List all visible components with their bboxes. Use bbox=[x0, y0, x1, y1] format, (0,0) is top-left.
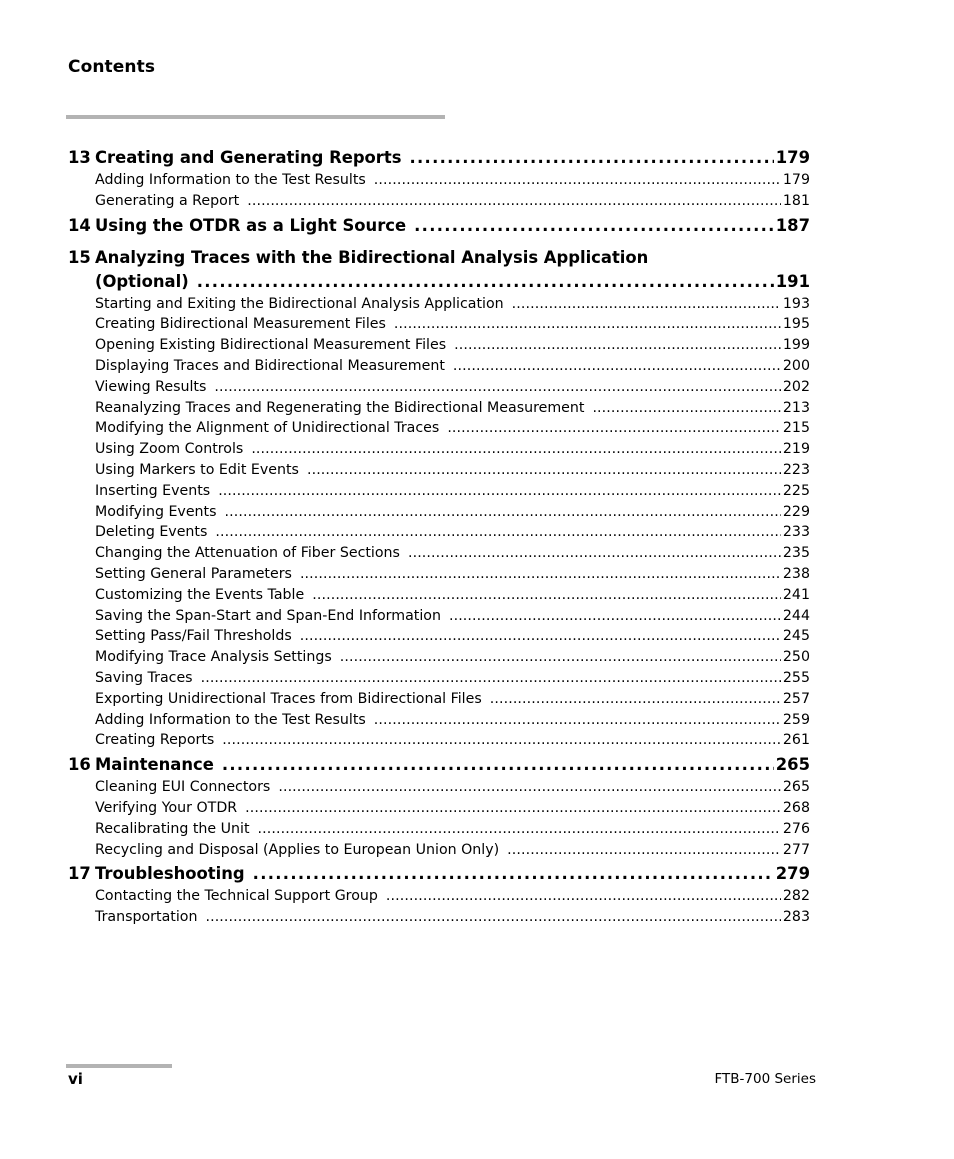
section-page: 200 bbox=[782, 357, 810, 374]
toc-section-entry[interactable] bbox=[68, 710, 810, 731]
section-title: Using Zoom Controls bbox=[95, 441, 244, 458]
toc-section-entry[interactable] bbox=[68, 798, 810, 819]
header-rule bbox=[66, 115, 445, 119]
section-title: Modifying the Alignment of Unidirectional Traces bbox=[95, 420, 440, 437]
chapter-page: 179 bbox=[775, 148, 810, 167]
section-page: 181 bbox=[782, 192, 810, 209]
section-page: 268 bbox=[782, 799, 810, 816]
section-title: Creating Bidirectional Measurement Files bbox=[95, 316, 386, 333]
toc-section-entry[interactable] bbox=[68, 439, 810, 460]
section-page: 245 bbox=[782, 628, 810, 645]
chapter-page: 187 bbox=[775, 215, 810, 235]
dot-leader bbox=[214, 377, 781, 398]
section-page: 233 bbox=[782, 524, 810, 541]
toc-section-entry[interactable] bbox=[68, 335, 810, 356]
toc-chapter-14 bbox=[68, 214, 810, 238]
section-title: Modifying Events bbox=[95, 503, 217, 520]
dot-leader bbox=[300, 626, 781, 647]
toc-section-entry[interactable] bbox=[68, 522, 810, 543]
chapter-number: 14 bbox=[68, 215, 91, 235]
chapter-number: 17 bbox=[68, 864, 91, 884]
section-title: Deleting Events bbox=[95, 524, 208, 541]
toc-section-entry[interactable] bbox=[68, 777, 810, 798]
section-page: 259 bbox=[782, 711, 810, 728]
section-page: 257 bbox=[782, 690, 810, 707]
dot-leader bbox=[449, 606, 781, 627]
section-page: 255 bbox=[782, 669, 810, 686]
dot-leader bbox=[218, 481, 781, 502]
section-page: 213 bbox=[782, 399, 810, 416]
toc-section-entry[interactable] bbox=[68, 460, 810, 481]
dot-leader bbox=[247, 191, 781, 212]
section-page: 276 bbox=[782, 820, 810, 837]
page-header-title: Contents bbox=[68, 57, 156, 77]
toc-chapter-entry[interactable] bbox=[68, 214, 810, 238]
section-title: Viewing Results bbox=[95, 378, 207, 395]
section-title: Adding Information to the Test Results bbox=[95, 172, 366, 188]
toc-chapter-15 bbox=[68, 246, 810, 752]
toc-section-entry[interactable] bbox=[68, 191, 810, 212]
toc-section-entry[interactable] bbox=[68, 606, 810, 627]
section-page: 283 bbox=[782, 909, 810, 926]
dot-leader bbox=[201, 668, 781, 689]
section-title: Using Markers to Edit Events bbox=[95, 461, 299, 478]
dot-leader bbox=[374, 170, 781, 191]
section-page: 265 bbox=[782, 779, 810, 796]
section-page: 277 bbox=[782, 841, 810, 858]
toc-section-entry[interactable] bbox=[68, 730, 810, 751]
toc-section-entry[interactable] bbox=[68, 585, 810, 606]
chapter-title: Using the OTDR as a Light Source bbox=[95, 215, 407, 235]
dot-leader bbox=[215, 522, 781, 543]
toc-section-entry[interactable] bbox=[68, 647, 810, 668]
chapter-number: 16 bbox=[68, 755, 91, 775]
section-page: 282 bbox=[782, 888, 810, 905]
section-title: Inserting Events bbox=[95, 482, 211, 499]
dot-leader bbox=[592, 398, 780, 419]
section-title: Generating a Report bbox=[95, 192, 240, 209]
section-title: Creating Reports bbox=[95, 732, 215, 749]
section-page: 229 bbox=[782, 503, 810, 520]
dot-leader bbox=[222, 730, 781, 751]
footer-rule bbox=[66, 1064, 172, 1068]
section-page: 193 bbox=[782, 295, 810, 312]
toc-section-entry[interactable] bbox=[68, 314, 810, 335]
section-title: Modifying Trace Analysis Settings bbox=[95, 649, 332, 666]
section-title: Contacting the Technical Support Group bbox=[95, 888, 378, 905]
toc-chapter-13 bbox=[68, 146, 810, 212]
dot-leader bbox=[225, 502, 781, 523]
section-page: 261 bbox=[782, 732, 810, 749]
section-title: Displaying Traces and Bidirectional Measurement bbox=[95, 357, 445, 374]
dot-leader bbox=[409, 146, 773, 170]
toc-section-entry[interactable] bbox=[68, 626, 810, 647]
section-title: Exporting Unidirectional Traces from Bidirectional Files bbox=[95, 690, 482, 707]
toc-chapter-entry[interactable] bbox=[68, 862, 810, 886]
dot-leader bbox=[278, 777, 781, 798]
toc-section-entry[interactable] bbox=[68, 502, 810, 523]
dot-leader bbox=[245, 798, 781, 819]
toc-section-entry[interactable] bbox=[68, 840, 810, 861]
section-title: Setting Pass/Fail Thresholds bbox=[95, 628, 292, 645]
toc-section-entry[interactable] bbox=[68, 886, 810, 907]
section-title: Recycling and Disposal (Applies to European Union Only) bbox=[95, 841, 500, 858]
dot-leader bbox=[253, 862, 774, 886]
section-page: 244 bbox=[782, 607, 810, 624]
toc-section-entry[interactable] bbox=[68, 356, 810, 377]
dot-leader bbox=[490, 689, 781, 710]
dot-leader bbox=[453, 356, 781, 377]
dot-leader bbox=[507, 840, 781, 861]
section-page: 219 bbox=[782, 441, 810, 458]
dot-leader bbox=[454, 335, 781, 356]
table-of-contents bbox=[68, 146, 810, 930]
footer-series: FTB-700 Series bbox=[714, 1071, 816, 1087]
section-page: 238 bbox=[782, 565, 810, 582]
chapter-number: 13 bbox=[68, 148, 91, 167]
chapter-page: 265 bbox=[775, 755, 810, 775]
chapter-title-line-2: (Optional) bbox=[95, 271, 189, 291]
dot-leader bbox=[512, 294, 781, 315]
section-title: Recalibrating the Unit bbox=[95, 820, 250, 837]
section-title: Saving Traces bbox=[95, 669, 193, 686]
dot-leader bbox=[447, 418, 781, 439]
section-title: Customizing the Events Table bbox=[95, 586, 305, 603]
section-page: 215 bbox=[782, 420, 810, 437]
section-title: Verifying Your OTDR bbox=[95, 799, 238, 816]
chapter-page: 191 bbox=[775, 271, 810, 291]
section-page: 223 bbox=[782, 461, 810, 478]
section-title: Transportation bbox=[95, 909, 198, 926]
dot-leader bbox=[197, 270, 774, 294]
dot-leader bbox=[386, 886, 781, 907]
dot-leader bbox=[300, 564, 781, 585]
toc-section-entry[interactable] bbox=[68, 564, 810, 585]
section-title: Adding Information to the Test Results bbox=[95, 711, 366, 728]
dot-leader bbox=[312, 585, 781, 606]
dot-leader bbox=[374, 710, 781, 731]
dot-leader bbox=[408, 543, 781, 564]
section-title: Changing the Attenuation of Fiber Sections bbox=[95, 545, 400, 562]
section-title: Cleaning EUI Connectors bbox=[95, 779, 271, 796]
dot-leader bbox=[394, 314, 781, 335]
dot-leader bbox=[414, 214, 774, 238]
section-title: Saving the Span-Start and Span-End Information bbox=[95, 607, 441, 624]
chapter-number: 15 bbox=[68, 247, 91, 267]
section-page: 241 bbox=[782, 586, 810, 603]
toc-section-entry[interactable] bbox=[68, 907, 810, 928]
section-title: Starting and Exiting the Bidirectional Analysis Application bbox=[95, 295, 504, 312]
section-page: 199 bbox=[782, 337, 810, 354]
section-page: 202 bbox=[782, 378, 810, 395]
chapter-page: 279 bbox=[775, 864, 810, 884]
toc-section-entry[interactable] bbox=[68, 377, 810, 398]
toc-section-entry[interactable] bbox=[68, 689, 810, 710]
dot-leader bbox=[307, 460, 781, 481]
section-title: Opening Existing Bidirectional Measurement Files bbox=[95, 337, 447, 354]
footer-page-number: vi bbox=[68, 1070, 83, 1088]
toc-section-entry[interactable] bbox=[68, 668, 810, 689]
toc-section-entry[interactable] bbox=[68, 418, 810, 439]
toc-chapter-17 bbox=[68, 862, 810, 928]
dot-leader bbox=[258, 819, 781, 840]
toc-section-entry[interactable] bbox=[68, 398, 810, 419]
chapter-title: Creating and Generating Reports bbox=[95, 148, 402, 167]
chapter-title: Troubleshooting bbox=[95, 864, 245, 884]
dot-leader bbox=[222, 753, 774, 777]
dot-leader bbox=[340, 647, 781, 668]
toc-section-entry[interactable] bbox=[68, 481, 810, 502]
chapter-title: Maintenance bbox=[95, 755, 214, 775]
toc-chapter-entry[interactable] bbox=[68, 246, 810, 294]
section-title: Setting General Parameters bbox=[95, 565, 292, 582]
section-page: 235 bbox=[782, 545, 810, 562]
toc-chapter-entry[interactable] bbox=[68, 753, 810, 777]
dot-leader bbox=[205, 907, 780, 928]
toc-section-entry[interactable] bbox=[68, 294, 810, 315]
dot-leader bbox=[251, 439, 781, 460]
section-page: 250 bbox=[782, 649, 810, 666]
section-page: 225 bbox=[782, 482, 810, 499]
toc-section-entry[interactable] bbox=[68, 170, 810, 191]
toc-chapter-16 bbox=[68, 753, 810, 860]
toc-section-entry[interactable] bbox=[68, 543, 810, 564]
toc-section-entry[interactable] bbox=[68, 819, 810, 840]
toc-chapter-entry[interactable] bbox=[68, 146, 810, 170]
section-page: 179 bbox=[782, 172, 810, 188]
section-title: Reanalyzing Traces and Regenerating the Bidirectional Measurement bbox=[95, 399, 585, 416]
chapter-title-line-1: Analyzing Traces with the Bidirectional Analysis Application bbox=[95, 247, 649, 267]
section-page: 195 bbox=[782, 316, 810, 333]
